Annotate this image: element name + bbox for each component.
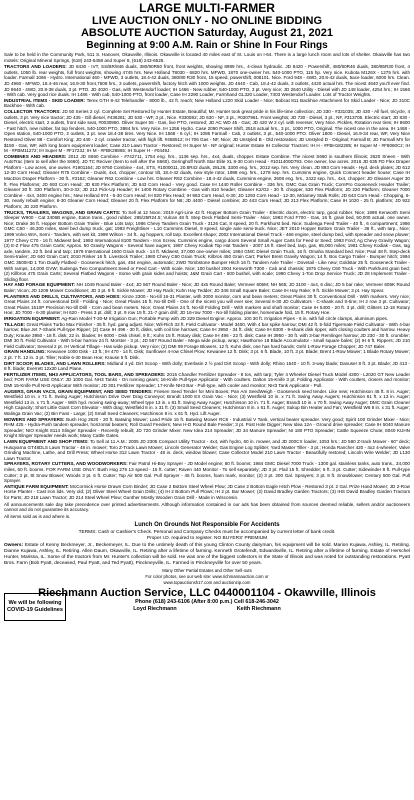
section-text: Kinze 2300 - No-till 16-31 Planter, with 3000 monitor, corn and bean meters; Great Plains 30 ft. Conventional Drill - With markers. Very nice; Great Plains 24 ft. conventional Drill - Folding - Nice; Great Plains 15 ft. No-till Drill - One of the nicest you will ever see; Several 6-30 JD Cultivators - C-shank and S-tine; IH 2 row 3 pt. Cultivator; Great Plains 1510P Precision No-till Drill - Corn and bean meters. Nice; Great Plains 24 ft. No-till Folding Drill - With markers and shaft monitor; Case IH 5400 - 20 ft. 3 pt. drill; Glitters 12-18 Rotary Hoe; JD 7000 - 6-30 planter; IH 620 - Press 3 pt. drill; 3 pt. 9 row 15 ft. 21-7 grain drill; JD 16-row 7000 - No-till folding planter, homemade fold, 15 ft. Rotary Hoe.: [4, 293, 410, 316]
section-text: NH 1049 Round Baler - 4x4; JD 567 Round Baler - Nice; JD 4x5 Round Baler; Vermeer 605M; NH 565; JD 3100 - 4x4, 6 disc; JD 5 bar rake; Vermeer 605K Round Baler; Vicon; JD 1209 Mower Conditioner; JD 3 pt. 9 ft. Sickle Mower; JD Hay Rack; Kuhn Hay Tedder; JD 346 Small Square Baler; Case IH Hay Rake; 9 ft. Sickle Mower; 3 pt. Hay Spear.: [4, 282, 410, 293]
section-text: Great Plains Turbo Max Finisher - 35 ft. hyd. gang adjust. Nice; Wil-Rich 32 ft. Field Cultivator - Model 3400, With 4 bar spike harrow; DMI 42 ft. 5-fold Tigermate Field Cultivator - With 4-bar harrow; Blue Jet 7-Shank Pull-type Ripper; (2) Case IH 496 - 30 ft. disks, with coil tine harrows; Case IH 3950 - 34 ft. disk; Case IH 8300 - 9-shank disk ripper, with closing coulters and harrow. Heavy Duty; Krause 3950 - 18 ft. disk; 22 in. blades; IH 6000 - Disk chisel, 9 ft.; Kuhn 15 ft. Rotary disk; Case IH 496 - 22 ft. disk; Case IH 3950 - 30 ft. with 3-bar Remlinger harrow; JD 230 - 30 ft. crumbler; DMI 30 ft. Field Cultivator - With 5-bar harrow 24 ft. Morster - 3 pt.; JD 567 Round Baler - Mega wide pickup, wrap; Hawthorne 18 Blade Accumulator - small square bales; (2) IH 6 ft. Rippers; JD 210 Field Cultivator; Several 2 pt. IH Vertical Tillage - Has wide pickup. Very nice; (2) DMI 99 Forage Blowers, 12 ft. Kuhn disk, one has hard bands; Gehl 1-Row Forage Chopper; JD 747 Baler.: [4, 321, 410, 349]
equipment-section: [4, 282, 410, 293]
equipment-section: [4, 484, 410, 501]
equipment-section: [4, 417, 410, 439]
equipment-section: [4, 64, 410, 98]
equipment-sections: [4, 64, 410, 500]
id-line: Proper I.D. required to register. NO BUYERS' PREMIUM: [146, 535, 268, 541]
section-text: McCormick Horse Drawn Corn Binder; JD Case 2 Bottom Steel Wheel Plow; JD Case 2 Bottom Eagle Hitch Plow - Restored 3 pt. 2 Gal. Prize Hand Mower; JD 2-Row Horse Planter - Cast iron lids. Very old; (2) Oliver Steel Wheel Grain Drills; (4) IH 2 Bottom Pull Plows; IH 2 pt. Bar Mower; (2) David Bradley Garden Tractors; (3) IHS David Bradley Garden Tractors for Parts; JD 218 Lawn Tractor; JD 214 Steel Wheel Plow; Gunther Mostly Wooden Grain Drill - Made in Wisconsin.: [4, 483, 410, 500]
section-label: HAY AND FORAGE EQUIPMENT:: [4, 282, 76, 288]
equipment-section: [4, 372, 410, 389]
equipment-section: [4, 109, 410, 154]
section-text: Kewanee 1000 Disk - 13 ft.; IH 470 - 14 ft. Disk; Sunflower 4-row Chisel Plow; Kewanee 12 ft. Disk; 3 pt. 6 ft. Blade, 10 ft. 3 pt. Blade; Brent 1-Row Mower; 1 Blade Rotary Mower; 2 pt. 7 ft. 12 in. 3 pt. Tiller; Noble 6-30 Bean Hoe; Krause 5 ft. Disk.: [4, 349, 410, 361]
lunch-line: Lunch On Grounds Not Responsible For Accidents: [134, 522, 280, 529]
section-text: Ag-Rain Model T-30-M Irrigation Gun; Portable Pump with JD 329 Diesel Engine: Approx. 100 30 ft. Irrigation Pipes - 6 in. with full circle clamps, aluminum pipes.: [61, 315, 389, 321]
section-text: JD 8430 - IVT, SS/BR/846 duals, 380/90R50 front, front weights, showing 8989 hrs., 4-clean hydraulic. JD 8420 - Powershift, 480/80R46 duals, 380/85R30 front, 4 outlets, 1050 lb. rear weights, full front weights, showing 4745 hrs. New Holland T8030 - 6820 hrs. MFWD, 1870 one-owner hrs. 540-1000 PTO, 115 hp. Very nice. Kubota M126X - 1275 hrs. with loader. Farmall 1066 - Hydro. International 460 - MFWD, 3 outlets, 18.4-42 duals, 380/80 R30 front, 15 speed, powershift, 008101. Nice. Ford 948 - 4WD, 20.8-42 duals, 5ace loader, 6000 hrs. Clean. JD 4960 - MFWD, 18.4-46 rear, 16.9-30 front,7508 hrs., 3 outlets, powershift, factory hitch with 1000 weights. JD 4640 - Cab, 18.4-42 duals, 3 outlets, 4420 actual hrs. The nicest 4640 you'll ever find. JD 8640 - 4WD, 20.8-38 duals, 3 pt. PTO. JD 4020 - Gas, with Westendorf loader; IH 1466 - New rubber, 540-1000 PTO, 3 pt. Very nice; JD 2640 Utility - Diesel with JD 148 loader, 4254 hrs.; IH 1566 - With cab. Very good rice duals. IH 1486 - With cab, 540-1000 PTO, front loader, Case IH 2290 Loader, Farmhand GL320 Loader, 7403 Westendorf Loader. Lots of Tractor Weights.: [4, 64, 410, 98]
auction-firm-name: Riechmann Auction Service, LLC 0440001104 - Okawville, Illinois: [38, 587, 376, 600]
auctioneer-name: Loyd Riechmann: [133, 605, 177, 612]
other-sellers: Many Other Partial Estates and Other Sell-outs: [162, 567, 252, 573]
section-text: 2015 Chandler Fertilizer Spreader - 8 ton, with tarp; Tyler 4 Wheeler Diesel Truck Model 4300 - L2020 GT New Leader bed; FOR FARM USE ONLY: JD 1000 Gal. NH3 Tanks - On running gears; 16-Knife Pull-type Applicator - With coulters. Dalton 15-Knife 3 pt. Folding Applicator - With coulters, closers and monitor; DMI 15-Knife Pull NH3 Applicator With monitor; JD 301 Fertilizer Spreader; 17-Knife NH3 Bar - Pull-type, with cooler and monitor; NH3 Tank Applicator - Pull.: [4, 371, 410, 389]
section-text: Bush Hog 2620 - 20 ft. Batwing Mower; Land Pride 15 ft. Batwing Mower RC6 - Industrial V Tank, vertical beater spreader. Very good; Spirit 100 Grinder Mixer - Nice; RHM 425 - Hydra-Push tandem spreader, horizontal beaters; Roll Guard Feeders; New H-D Round Bale Feeder; 3 pt. Post Hole Digger; New Idea 12A - Ground drive spreader; Case IH 5040 Manure Spreader; NIO Knight 8114 Slinger Spreader - Recently rebuilt; JD 720 Grinder Mixer. New Idea 214 Spreader; JD 34 Manure Spreader; NI 180 PTO Spreader; Cattle Squeeze Chute; 8040 KUHN Knight Slinger Spreader needs work; Many Cattle Gates.: [4, 416, 410, 439]
equipment-section: [4, 98, 410, 109]
terms-line: TERMS: Cash or Cashier's Check. Personal and Company Checks must be accompanied by current letter of bank credit.: [78, 530, 336, 536]
section-label: TILLAGE:: [4, 321, 26, 327]
section-label: INDUSTRIAL ITEMS - SKID LOADER:: [4, 97, 86, 103]
ad-subtitle: LIVE AUCTION ONLY - NO ONLINE BIDDING: [92, 15, 322, 27]
section-label: AUGERS, GRAIN VACS, GRAIN EQUIPMENT, AND SEED TENDERS:: [4, 388, 153, 394]
ad-start-line: Beginning at 9:00 A.M. Rain or Shine In Four Rings: [86, 40, 328, 51]
auctioneer-name: Keith Riechmann: [236, 605, 281, 612]
equipment-section: [4, 389, 410, 417]
ad-title: LARGE MULTI-FARMER: [139, 1, 275, 15]
section-text: Friesen Seed Tender for Mini Boxes; Pan Am SeedWeigh - Gooseneck seed tender. Like new; Hutchinson 45 ft. 8 in. Auger; Westfield 10 in. x 71 ft. Swing Auger; Hutchinson Drive Over Drag Conveyor; Brandt 1000 EX Grain Vac - Nice; (3) Westfield 10 in. x 71 ft. Swing Away Augers; Hutchinson 61 ft. x 13 in. Auger; Westfield 13 in. x 71 ft. Auger - With hyd. moving swing-away; Wheel type 13 in. x 81 ft. Swing Away Auger; Hutchinson 10 in. 71 ft. Auger; Brandt 10 in. x 70 ft. Swing Away Auger; DMC Grain Cleaner High Capacity; Short Little Giant Corn Elevator - With drag; Westfield 8 in. x 31 ft. (3) Small Seed Cleaners; Hutchinson 8 in. x 61 ft. Auger; Sukup Bin Heater and Fan; Westfield W8 8 in. x 31 ft. Auger; Walinga Grain Vac; (2) Bin Fans - Large; (2) Small Seed Cleaners; Hutchinson 8 in. x 61 ft. Hyd. Lift Auger.: [4, 388, 411, 416]
section-label: GRAIN HANDLING:: [4, 349, 46, 355]
disclaimer: All announcements sale day take precedence over printed advertisements. Although information contained in our ads has been obtained from sources deemed reliable, sellers and/or auctioneers cannot and do not guarantee its accuracy.: [4, 501, 410, 513]
equipment-section: [4, 349, 410, 360]
equipment-section: [4, 439, 410, 461]
section-text: 2012 JD S660 Combine - #742711, 1754 eng. hrs., 1136 sep. hrs., 4x4, duals, chopper. Estate Combine. The nicest S660 in southern Illinois; 2620 Sneen - With AutoTrac (Item to sell after the S660). JD TC Reciver (Item to sell after the S660). Geringhoff North Star Elite XL 8-30 Corn Head - #1011400D793. One owner, low acres. 2016 JD 635 FD Flex Draper Platform - Low acres, one owner. #1901164; JD 9750 Combine - 4x4, STS, #1000011, 20.8R42 duals, 28L26, 3300 eng. hrs., 2012 sep. hrs. Very clean. JD 893 Corn Heads - Hyd. deck plates; JD 612 12-30 Corn Head; Gleaner R75 Combine - Duals, 4x4, chopper, contour tilt, 18.4-42 duals, new style rotor, 1988 eng. hrs., 1278 sep. hrs. Cummins engine, Quick Connect header house; Case IH MacDon Draper Platform - 30 ft., #3162; Gleaner R62 Combine - Low hrs. Gleaner R62 Combine - 18.4-42 duals, Cummins engine, 3608 eng. hrs., 2422 sep. hrs., 4x4, chopper; JD Gleaner Auger 30 ft. Flex Platforms; JD 693 Corn Head; JD 630 Flex Platform; JD 643 Corn Head - Very good. Case IH 1440 Roller Combine - 336 hrs. GMC Gas Grain Truck; CornPro Gooseneck Header Trailer; Gleaner 30 ft. 330 Platform, 30-3-32; JD 212 Pick-Up Header; IH 1400 Rotary Combine - Gas with 810 header; Gleaner K2/G2 - 30 ft. chopper, 530 Flex Platform; JD 220 Platform; Gleaner 7000 Combine - 4x4, 3400 engine hrs.; New Holland 974 - 6-30 Corn Head; IH 820 Flex Head; IH 963 Corn Head, 6-30; JD 1293 Corn Head - 12-30, Mclamey Stalk Rolls; JD 643 Corn Head - Chopping, 6-30, nearly rebuilt engine; 6-30 Gleaner Corn Head; Gleaner 20 ft. Flex Platform for N6; JD 4400 - Diesel combine; JD 443 Corn Head; JD 213 Flex Platform; Case IH 1020 - 25 ft. platform; JD 922 Platform; JD 220 Platform.: [4, 153, 410, 210]
equipment-section: [4, 461, 410, 483]
owners-text: Estate of Kenny Beckmeyer, Jr., Beckemeyer, IL. Due to the untimely death of this young Clinton County dairyman, his equipment will be sold. Marion Kujawa, Ashley, IL. Retiring. Dianne Kujawa, Ashley, IL. Retiring. Allen Daum, Okawville, IL. Retiring after a lifetime of farming. Kenneth Grotefendt, Edwardsville, IL. Retiring after a lifetime of farming. Estate of Herschel Hunter, Marissa, IL. Some of the tractors from Mr. Hunter's collection will be sold. He was one of the biggest collectors in the State of Illinois and was noted for outstanding restorations. Pyatt Bros. Farm (Bob Pyatt, deceased, Paul Pyatt, and Ted Pyatt), Pinckneyville, IL. Farmed in Pinckneyville for over 50 years.: [4, 543, 410, 566]
footer: [4, 587, 410, 637]
owners-block: [4, 543, 410, 566]
section-text: Midland 4 yd. Dirt Scoop - With dolly; Everlasin 2 ½ yard Dirt Scoop - With dolly; Rhino 1540 - 10 ft. 3-way blade; Danuser 8 ft. 3 pt. Blade; JD 413 - 8 ft. blade; Everrett 12x30 Land Plane.: [4, 360, 410, 372]
section-text: JD 50 Series 2 cyl. Complete Set Restored by Hunter Estate, Beautiful; Mr. Hunter took great pride in his life-time collection; JD 330 - #331035; JD 430 - All fuel, tricycle, 4 outlets, 3 pt. Very nice tractor; JD 435 - Gill diesel, #436281; JD 530 - WF, 3 pt., Nice. #330592; JD 630 - NF, 3 pt., #0307961. Front weights; JD 730 - Diesel, 3 pt., NF, #313705. Electric start; JD 830 - Diesel, electric start, 2 outlets, front side seat, #0030960. Oliver Super 55 - Gas, live PTO, restored; JD AC WD 45 - Gas; JD 420 W 2 cyl. with reverser, Very Nice. Pickles, Rotation rear tires; IH 8600 - Fast hitch, new rubber, fat top fenders, 540-1000 PTO, 3984 hrs. Very Nice. IH 1256 Hydro. Case 2090 Power Shift, 2518 actual hrs., 3 pt., 1000 PTO, Original. The nicest one in the area. IH 1468 - Open station, 540-1000 PTO, 2 outlets, 3 pt. new 18.4-38 tires. Very Nice. IH 1566 - 6 cyl.; IH 1086 Farmall - Cab, 2 outlets, 3 pt., 540-1000 PTO. Oliver 1800 - Diesel, 16.9-34 rear, WF, Very Nice Restored Oliver 88 - Comfort King; JD 440 - 2 cyl. crawler tractor, with high lift. #458512; IH 706 Gas - NF, Nice; JD Unstyled B - Old restoration; JD Unstyled D - Original; Farmall B; JD Farmall M's for $150 - Gas, WF, with long boom equipment loader; Case 210 Lawn Tractor - Restored; IH Super M - NF original; Hunter Estate IH Collector Tractors: IH H - #FBH182285; IH Super M - #F8060Cz; IH M - #FBM11272; IH Super M - #F1723J; IH M - #FBK28865; IH Super H - #0449J.: [4, 108, 411, 154]
equipment-section: [4, 210, 410, 283]
section-label: IRRIGATION EQUIPMENT:: [4, 315, 61, 321]
equipment-section: [4, 294, 410, 316]
section-label: COLLECTOR TRACTORS:: [4, 108, 61, 114]
owners-label: Owners:: [4, 543, 24, 549]
section-label: FERTILIZER ITEMS, NH3 APPLICATORS, TOOL BARS, AND SPREADERS:: [4, 371, 166, 377]
section-text: To Sell at 11 A.M.: 2005 JD 2305 Compact Utility Tractor - 4x4, with hydro, 60 in. mower, and JD 200CX loader, 1053 hrs.; JD 580 Z-track Mower - 60" deck; Husqvarna GT48DLS Lawn Tractor - 48 in. mower; Toro Z-Track Lawn Mower; Lincoln Generator Welder; Gas Engine Log Splitter; Yard Master Tiller - 3 pt.; Honda Rancher 420 - 4x2 4-wheeler; Valve Grinding Machine, Lathe, and Drill Press; Wheel Horse 312 Lawn Tractor - 48 in. deck, window blower; Case Collector Model 210 Lawn Tractor - Beautifully restored; Lincoln Wire Welder; JD L130 Lawn Tractor.: [4, 438, 410, 461]
section-text: To Sell at 12 Noon: 2019 Agri-Line 42 ft. Hopper Bottom Grain Trailer - Electric doors, electric tarp, good rubber. Nice; 1998 Kenworth Semi Sleeper W900 - Cat 3406B engine, Eaton trans., good rubber, 285/25R24.5; Vulcan 48 ft. Step Deck Flatbed Semi-Trailer - Nice; 1983 Ford F700 - Gas, 16 ft. grain bed, 50,000 actual, one owner. Nice; Drake 36 ft. Hopper Bottom Grain Trailer - Blue Lots tarp; 1986 Chevy Tandem Grain Truck - 3126 Cat, 8 speed, 20 ft. Parkhurst bed. Nice; Sudenga Feed Trailer - 40 ft., 6 compartment; 1986 GMC C60 - 46,300 miles, steel bed dump truck, gat; 1993 Freightliner - L10 Cummins Diesel, 9 speed, single axle semi-truck. Nice; JET 2010 Hopper Bottom Grain Trailer - 36 ft., with tarp., Nice; 1999 Volvo WIA, Semi - Tandem, with wet kit, 1999 Wilson - 34 ft., ag hoppers, roll tarp. Excellent shape; 2002 International Diesel Truck - 466 engine, steel dump bed, with spreader and snow plower; 1977 Chevy C70 - 16 ft. Midwest bed; 1993 International 8100 Tandem - Iron Screw, Cummins engine, cargo doors Several Small Auger Carts for Feed or Seed; 1993 Ford; Ag Chevy Gravity Wagon; (3) E-Z Flow 475 Grain Carts; Approx. 50 Gravity Wagons - Several have augers; 1987 Chevy Kodiak Top Hat Tandem - 2007 16 ft. steel bed, tarp, gas, 65,000 miles; 1981 Chevy Kodiak - Gas, tag axle, tandem, 22 ft. bed and tarp; 1979 International 1600 Grain truck - 14 ft. Midwest, 37,000 one-owner miles; 1984 GMC Diesel Grain Truck, 16 ft. Omaha Standard bed. Nice; Paul 48 ft. Step-deck Semi-trailer; JD 640 Grain Cart; 2010 Rinker 16 ft. Livestock Trailer; 1980 Chevy C60 Grain Truck; Kilbros 450 Grain Cart; Parker Brent Gravity Wagon; 14 ft. Box Cargo Trailer - Bumper hitch; 1994 GMC 3500HD 1 Ton Dually Flatbed - Gooseneck hitch, gas, 454 engine, automatic; 2WD Tombstone Bumper Hitch 16 ft. Tandem Axle Trailer - Dovetail - Like new; Goldstar 25 ft. Gooseneck Trailer - With ramps, 14,000 GVW; Sudenga Two Compartment Seed or Feed Cart - With scale. Nice; 100 bushel 2004 Kenworth T300 - Cab and chassis; 1975 Chevy C60 Truck - With Parkhurst grain bed; (2) Killbros 475 Grain Carts; Several Flatbed Wagons - Some with grain sides and hoists; J&M Grain Cart - 500 bushel, with scale; 1990 Chevy 1-Ton Drop Service Truck; JD 28 Implement Trailer - Sliding floor.: [4, 209, 410, 282]
section-label: COMBINES AND HEADERS:: [4, 153, 67, 159]
section-label: DIRT SCOOP, BLADES, AND LAWN ROLLERS:: [4, 360, 106, 366]
section-label: MOWERS AND SPRAYERS:: [4, 416, 65, 422]
equipment-section: [4, 154, 410, 210]
section-label: PLANTERS AND DRILLS, CULTIVATORS, AND HOES:: [4, 293, 121, 299]
section-label: SPRAYERS, ROTARY CUTTERS, AND WOODWORKERS:: [4, 461, 128, 467]
ad-intro: Sale to be held in the Community Park, 511 S. Hanover, Okawville, Illinois. Okawville is located 40 miles east of St. Louis on I-64. There is a large lunch room and lots of shelter. Okawville has two motels: Original Mineral Springs, (618) 243-5458 and Super 8, (618) 243-6525.: [4, 52, 410, 63]
covid-notice-box: We will be following COVID-19 Guidelines: [4, 593, 66, 621]
section-text: Fair Patrol Hi-Boy Sprayer - JD Model engine; 60 ft. booms; 1984 GMC Diesel 7000 Truck - 1300 gal. stainless tanks, auto trans., 34,000 miles, 60 ft. booms. FOR FARM USE ONLY: Bush Hog 275 13 speed - 15 ft. cutter; Raven 440 Monitor - To sell separately; JD 3 pt. Flail 15 ft. Shredder; 6 ft. 3 pt. Cutter; Sidewinder 8 ft. Pull-type Cutter; 3 pt. 8t Snow Blower; Woods 3 pt. 6 ft. Cutter; Top Air 500 Gal. Pull Sprayer - 45 ft. booms, foam mark, monitor; (2) 3 pt. 200 Gal. Sprayers; 3 pt. 8 ft. Snowblower; Century 500 Gal. Pull Sprayer.: [4, 461, 410, 484]
web-line: For color photos, see our web site: www.richmannauction.com or: [145, 573, 269, 579]
section-text: Terex GTH 8-42 Telehandler - 8000 lb., 42 ft. reach; New Holland L220 Skid Loader - Nice; Bobcat 811 Backhoe Attachment for Skid Loader - Nice; JD 310C Backhoe - With cab.: [4, 97, 410, 109]
equipment-section: [4, 361, 410, 372]
section-label: TRUCKS, TRAILERS, WAGONS, AND GRAIN CARTS:: [4, 209, 121, 215]
web-line-2: www.topauctionsh17.com and auctionzip.com: [163, 580, 251, 586]
ad-subtitle-date: ABSOLUTE AUCTION Saturday, August 21, 2021: [80, 27, 334, 39]
equipment-section: [4, 322, 410, 350]
disclaimer-as-is: All items sold as is and where is.: [4, 513, 71, 519]
section-label: ANTIQUE FARM EQUIPMENT:: [4, 483, 69, 489]
section-label: LAWN EQUIPMENT AND SHOP ITEMS:: [4, 438, 89, 444]
section-label: TRACTORS AND LOADERS:: [4, 64, 67, 70]
auction-phone: Phone (618) 243-6106 (After 8:00 p.m.) Cell 618-246-3042: [135, 599, 279, 606]
